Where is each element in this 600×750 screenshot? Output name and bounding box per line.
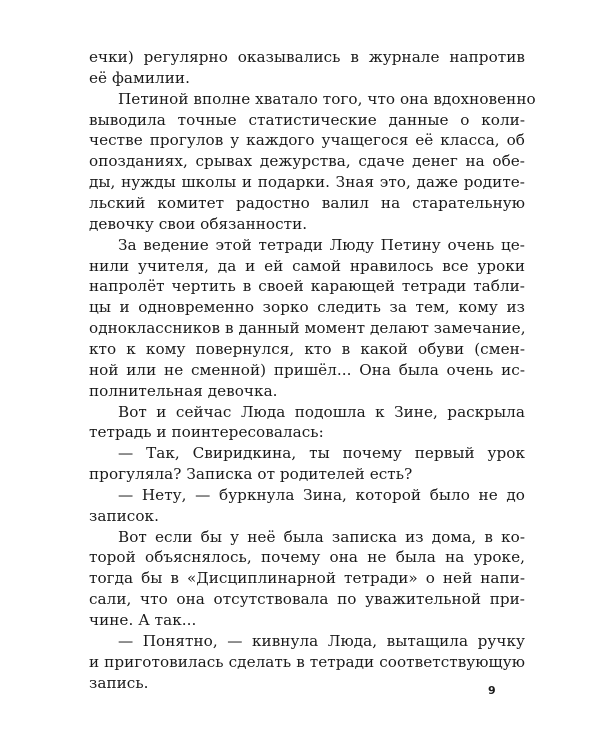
text-line: Вот если бы у неё была записка из дома, в ко- (118, 527, 525, 546)
text-line: Вот и сейчас Люда подошла к Зине, раскрыла (118, 402, 525, 421)
text-line: опозданиях, срывах дежурства, сдаче денег на обе- (89, 152, 525, 171)
text-line: льский комитет радостно валил на старательную (89, 194, 525, 212)
text-line: кто к кому повернулся, кто в какой обуви (смен- (89, 339, 525, 358)
text-line: ечки) регулярно оказывались в журнале напротив (89, 48, 525, 66)
text-line: тогда бы в «Дисциплинарной тетради» о ней напи- (89, 569, 525, 588)
text-line: выводила точные статистические данные о коли- (89, 110, 525, 129)
text-line: тетрадь и поинтересовалась: (89, 423, 324, 442)
text-line: прогуляла? Записка от родителей есть? (89, 465, 413, 483)
text-line: — Нету, — буркнула Зина, которой было не до (118, 485, 525, 504)
text-line: и приготовилась сделать в тетради соответствующую (89, 652, 525, 671)
text-line: одноклассников в данный момент делают замечание, (89, 319, 526, 338)
text-line: чине. А так... (89, 611, 197, 629)
text-line: девочку свои обязанности. (89, 214, 308, 233)
text-line: За ведение этой тетради Люду Петину очень це- (118, 235, 525, 254)
text-line: — Понятно, — кивнула Люда, вытащила ручку (118, 631, 525, 650)
text-line: — Так, Свиридкина, ты почему первый урок (118, 444, 525, 463)
text-line: её фамилии. (89, 68, 190, 87)
text-line: записок. (89, 506, 159, 525)
text-line: запись. (89, 673, 149, 692)
text-line: сали, что она отсутствовала по уважительной при- (89, 590, 525, 609)
text-line: торой объяснялось, почему она не была на уроке, (89, 548, 525, 567)
text-line: напролёт чертить в своей карающей тетради табли- (89, 277, 525, 296)
text-line: ной или не сменной) пришёл... Она была очень ис- (89, 360, 525, 379)
text-line: полнительная девочка. (89, 381, 278, 400)
text-line: честве прогулов у каждого учащегося её класса, об (89, 131, 525, 150)
page-number: 9 (488, 684, 496, 697)
text-line: цы и одновременно зорко следить за тем, кому из (89, 298, 525, 317)
text-line: нили учителя, да и ей самой нравилось все уроки (89, 256, 525, 275)
text-line: ды, нужды школы и подарки. Зная это, даже родите- (89, 173, 525, 192)
text-line: Петиной вполне хватало того, что она вдохновенно (118, 89, 536, 108)
